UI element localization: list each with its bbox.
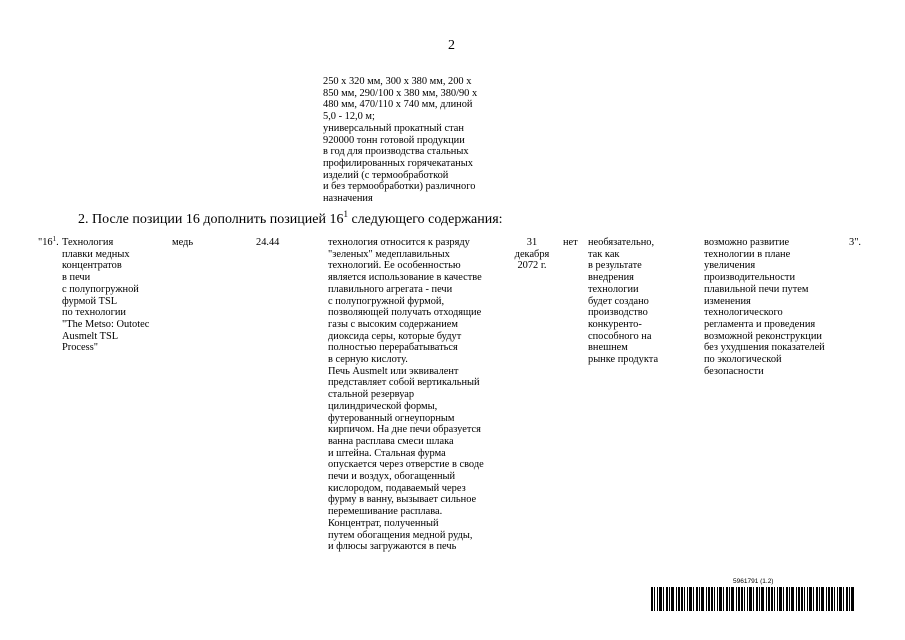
barcode-bar xyxy=(657,587,658,611)
text-line: в год для производства стальных xyxy=(323,146,469,158)
text-line: технология относится к разряду xyxy=(328,237,470,248)
barcode-bar xyxy=(753,587,754,611)
text-line: плавильного агрегата - печи xyxy=(328,283,453,295)
barcode-bar xyxy=(774,587,775,611)
text-line: в серную кислоту. xyxy=(328,354,408,366)
text-line: 24.44 xyxy=(256,237,280,248)
barcode-bar xyxy=(729,587,730,611)
text-line: 31 xyxy=(526,237,538,248)
barcode-bar xyxy=(759,587,760,611)
position-number xyxy=(38,237,59,249)
barcode-bar xyxy=(834,587,835,611)
text-line: и штейна. Стальная фурма xyxy=(328,447,446,459)
text-line: ванна расплава смеси шлака xyxy=(328,435,454,447)
barcode-bar xyxy=(839,587,842,611)
text-line: необязательно, xyxy=(588,237,655,248)
text-line: 850 мм, 290/100 х 380 мм, 380/90 х xyxy=(323,87,478,99)
text-line: внедрения xyxy=(588,272,634,284)
barcode-bar xyxy=(687,587,688,611)
heading-text-end: следующего содержания: xyxy=(347,212,503,227)
text-line: производительности xyxy=(704,272,795,284)
text-line: увеличения xyxy=(704,260,756,272)
amendment-heading xyxy=(78,209,503,228)
barcode-bar xyxy=(689,587,692,611)
barcode-bar xyxy=(723,587,724,611)
text-line: внешнем xyxy=(588,342,628,354)
barcode-bar xyxy=(671,587,674,611)
barcode-bar xyxy=(791,587,794,611)
barcode-bar xyxy=(766,587,767,611)
barcode-bar xyxy=(828,587,830,611)
closing-mark xyxy=(849,237,861,249)
barcode-bar xyxy=(846,587,848,611)
text-line: так как xyxy=(588,248,620,260)
position-suffix: . xyxy=(56,237,59,248)
text-line: профилированных горячекатаных xyxy=(323,157,473,169)
text-line: "The Metso: Outotec xyxy=(62,318,150,330)
heading-text: 2. После позиции 16 дополнить позицией 16 xyxy=(78,212,344,227)
barcode-bar xyxy=(798,587,800,611)
barcode-bar xyxy=(831,587,833,611)
barcode-bar xyxy=(777,587,778,611)
text-line: изменения xyxy=(704,295,751,307)
barcode-bar xyxy=(684,587,685,611)
text-line: фурму в ванну, вызывает сильное xyxy=(328,494,477,506)
barcode-bar xyxy=(738,587,740,611)
text-line: конкуренто- xyxy=(588,318,642,330)
text-line: возможной реконструкции xyxy=(704,330,822,342)
text-line: кирпичом. На дне печи образуется xyxy=(328,424,481,436)
barcode-bar xyxy=(749,587,752,611)
barcode-bar xyxy=(771,587,773,611)
barcode-bar xyxy=(651,587,653,611)
barcode-bar xyxy=(744,587,745,611)
barcode-bar xyxy=(726,587,728,611)
barcode-bar xyxy=(708,587,710,611)
text-line: возможно развитие xyxy=(704,237,790,248)
barcode-bar xyxy=(786,587,788,611)
barcode-label: 5961791 (1.2) xyxy=(733,578,774,585)
barcode-bar xyxy=(819,587,820,611)
barcode-bar xyxy=(711,587,713,611)
barcode-bar xyxy=(809,587,812,611)
position-prefix: "16 xyxy=(38,237,53,248)
barcode-bar xyxy=(768,587,770,611)
flag-cell xyxy=(563,237,578,249)
barcode-bar xyxy=(826,587,827,611)
barcode-bar xyxy=(706,587,707,611)
barcode-bar xyxy=(659,587,662,611)
barcode-bar xyxy=(741,587,743,611)
text-line: без ухудшения показателей xyxy=(704,342,825,354)
barcode-bar xyxy=(843,587,844,611)
barcode-bar xyxy=(699,587,700,611)
text-line: будет создано xyxy=(588,295,649,307)
barcode-bar xyxy=(719,587,722,611)
text-line: концентратов xyxy=(62,260,122,272)
barcode-bar xyxy=(701,587,704,611)
text-line: по экологической xyxy=(704,354,782,366)
code-cell xyxy=(256,237,279,249)
barcode-bar xyxy=(663,587,664,611)
barcode-bar xyxy=(804,587,805,611)
text-line: "зеленых" медеплавильных xyxy=(328,248,450,260)
text-line: и флюсы загружаются в печь xyxy=(328,541,457,553)
text-line: изделий (с термообработкой xyxy=(323,169,449,181)
text-line: кислородом, подаваемый через xyxy=(328,482,466,494)
text-line: печи и воздух, обогащенный xyxy=(328,471,456,483)
barcode-bar xyxy=(807,587,808,611)
text-line: технологии xyxy=(588,283,639,295)
text-line: путем обогащения медной руды, xyxy=(328,529,473,541)
text-line: 250 х 320 мм, 300 х 380 мм, 200 х xyxy=(323,76,472,87)
text-line: опускается через отверстие в своде xyxy=(328,459,484,471)
barcode-bar xyxy=(756,587,758,611)
text-line: производство xyxy=(588,307,648,319)
text-line: технологического xyxy=(704,307,783,319)
barcode-bar xyxy=(821,587,824,611)
barcode-bar xyxy=(666,587,668,611)
technology-description xyxy=(328,237,484,553)
text-line: 920000 тонн готовой продукции xyxy=(323,134,465,146)
text-line: 5,0 - 12,0 м; xyxy=(323,111,375,123)
barcode-bar xyxy=(681,587,683,611)
text-line: Ausmelt TSL xyxy=(62,330,119,342)
barcode-bar xyxy=(669,587,670,611)
text-line: стальной резервуар xyxy=(328,389,415,401)
text-line: регламента и проведения xyxy=(704,318,816,330)
barcode-bar xyxy=(801,587,803,611)
text-line: фурмой TSL xyxy=(62,295,118,307)
text-line: способного на xyxy=(588,330,652,342)
barcode-bar xyxy=(783,587,784,611)
text-line: Печь Ausmelt или эквивалент xyxy=(328,365,459,377)
text-line: технологии в плане xyxy=(704,248,791,260)
continuation-text xyxy=(323,76,513,205)
barcode-bar xyxy=(747,587,748,611)
barcode xyxy=(651,587,857,611)
text-line: футерованный огнеупорным xyxy=(328,412,455,424)
position-superscript: 1 xyxy=(52,235,57,243)
barcode-bar xyxy=(779,587,782,611)
deadline-date xyxy=(512,237,552,272)
technology-name xyxy=(62,237,149,354)
text-line: диоксида серы, которые будут xyxy=(328,330,462,342)
metal-cell xyxy=(172,237,193,249)
barcode-bar xyxy=(676,587,677,611)
text-line: технологий. Ее особенностью xyxy=(328,260,461,272)
text-line: и без термообработки) различного xyxy=(323,181,476,193)
barcode-bar xyxy=(654,587,655,611)
note-cell xyxy=(588,237,658,366)
text-line: Концентрат, полученный xyxy=(328,517,439,529)
text-line: медь xyxy=(172,237,194,248)
text-line: Process" xyxy=(62,342,98,354)
text-line: в печи xyxy=(62,272,91,284)
text-line: в результате xyxy=(588,260,642,272)
text-line: плавильной печи путем xyxy=(704,283,809,295)
text-line: с полупогружной xyxy=(62,283,139,295)
text-line: представляет собой вертикальный xyxy=(328,377,480,389)
text-line: перемешивание расплава. xyxy=(328,506,443,518)
text-line: позволяющей получать отходящие xyxy=(328,307,482,319)
text-line: является использование в качестве xyxy=(328,272,482,284)
barcode-bar xyxy=(678,587,680,611)
barcode-bar xyxy=(837,587,838,611)
text-line: 2072 г. xyxy=(517,260,547,272)
barcode-bar xyxy=(796,587,797,611)
heading-superscript: 1 xyxy=(343,209,348,219)
text-line: с полупогружной фурмой, xyxy=(328,295,445,307)
text-line: нет xyxy=(563,237,578,248)
barcode-bar xyxy=(851,587,854,611)
text-line: декабря xyxy=(514,248,550,260)
text-line: полностью перерабатываться xyxy=(328,342,458,354)
barcode-bar xyxy=(816,587,818,611)
text-line: 3". xyxy=(849,237,862,248)
barcode-bar xyxy=(813,587,814,611)
text-line: Технология xyxy=(62,237,114,248)
barcode-bar xyxy=(696,587,698,611)
barcode-bar xyxy=(731,587,734,611)
text-line: назначения xyxy=(323,193,373,205)
text-line: безопасности xyxy=(704,365,764,377)
page-number: 2 xyxy=(448,38,455,53)
text-line: цилиндрической формы, xyxy=(328,400,438,412)
barcode-bar xyxy=(761,587,764,611)
barcode-bar xyxy=(714,587,715,611)
text-line: 480 мм, 470/110 х 740 мм, длиной xyxy=(323,99,473,111)
text-line: рынке продукта xyxy=(588,354,659,366)
barcode-bar xyxy=(717,587,718,611)
text-line: универсальный прокатный стан xyxy=(323,122,464,134)
barcode-bar xyxy=(736,587,737,611)
text-line: плавки медных xyxy=(62,248,130,260)
barcode-bar xyxy=(693,587,694,611)
text-line: газы с высоким содержанием xyxy=(328,318,458,330)
barcode-bar xyxy=(849,587,850,611)
text-line: по технологии xyxy=(62,307,126,319)
development-cell xyxy=(704,237,825,377)
barcode-bar xyxy=(789,587,790,611)
